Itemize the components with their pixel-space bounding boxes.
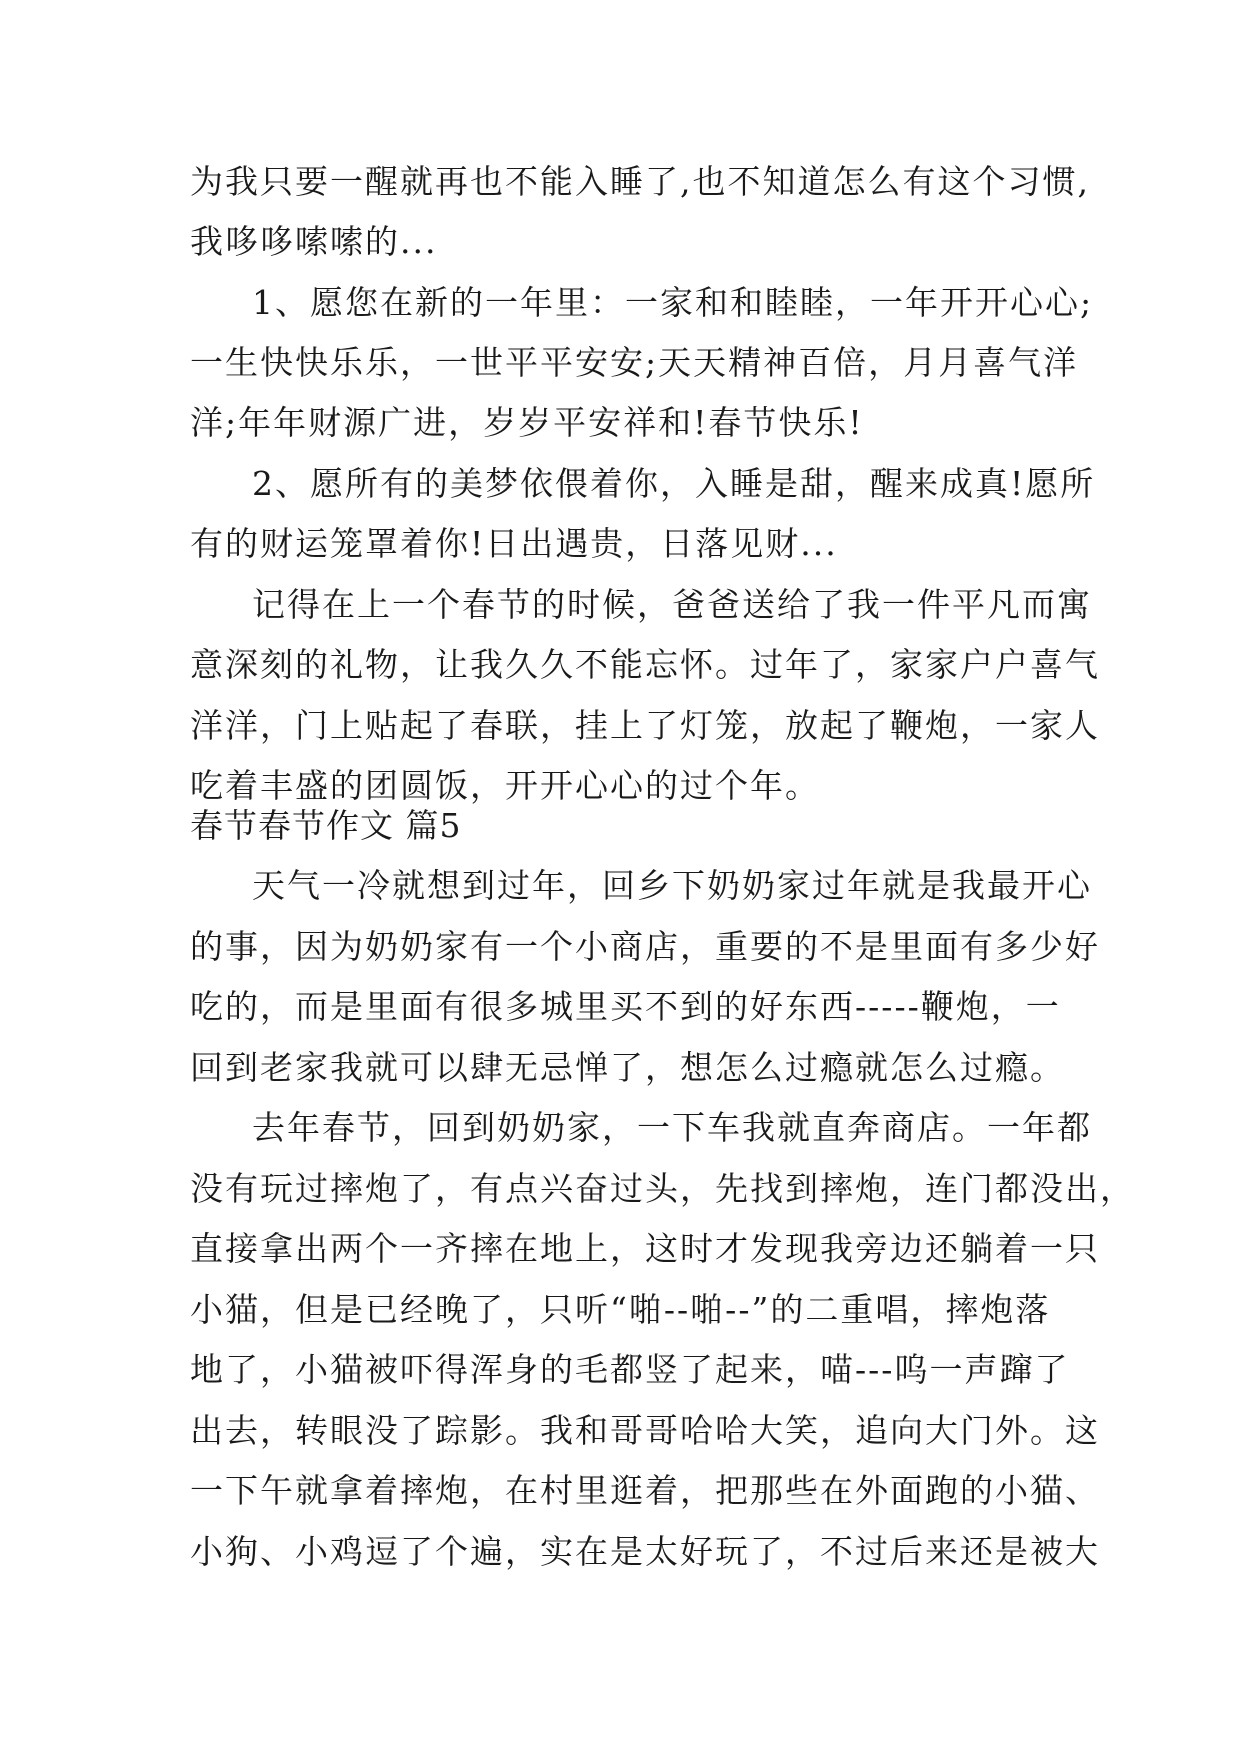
- text-line: 回到老家我就可以肆无忌惮了，想怎么过瘾就怎么过瘾。: [190, 1048, 1065, 1087]
- text-line: 没有玩过摔炮了，有点兴奋过头，先找到摔炮，连门都没出，: [190, 1169, 1135, 1208]
- text-line: 洋洋，门上贴起了春联，挂上了灯笼，放起了鞭炮，一家人: [190, 706, 1100, 745]
- section-heading: 春节春节作文 篇5: [190, 806, 462, 845]
- paragraph-start-line: 去年春节，回到奶奶家，一下车我就直奔商店。一年都: [252, 1108, 1092, 1147]
- text-line: 小狗、小鸡逗了个遍，实在是太好玩了，不过后来还是被大: [190, 1532, 1100, 1571]
- paragraph-start-line: 天气一冷就想到过年，回乡下奶奶家过年就是我最开心: [252, 866, 1092, 905]
- paragraph-start-line: 1、愿您在新的一年里：一家和和睦睦，一年开开心心;: [252, 283, 1094, 322]
- text-line: 小猫，但是已经晚了，只听“啪--啪--”的二重唱，摔炮落: [190, 1290, 1051, 1329]
- text-line: 地了，小猫被吓得浑身的毛都竖了起来，喵---呜一声蹿了: [190, 1350, 1070, 1389]
- text-line: 的事，因为奶奶家有一个小商店，重要的不是里面有多少好: [190, 927, 1100, 966]
- text-line: 直接拿出两个一齐摔在地上，这时才发现我旁边还躺着一只: [190, 1229, 1100, 1268]
- text-line: 吃的，而是里面有很多城里买不到的好东西-----鞭炮，一: [190, 987, 1061, 1026]
- text-line: 一生快快乐乐，一世平平安安;天天精神百倍，月月喜气洋: [190, 343, 1079, 382]
- text-line: 意深刻的礼物，让我久久不能忘怀。过年了，家家户户喜气: [190, 645, 1100, 684]
- paragraph-start-line: 记得在上一个春节的时候，爸爸送给了我一件平凡而寓: [252, 585, 1092, 624]
- text-line: 为我只要一醒就再也不能入睡了,也不知道怎么有这个习惯,: [190, 162, 1090, 201]
- text-line: 我哆哆嗦嗦的...: [190, 222, 438, 261]
- paragraph-start-line: 2、愿所有的美梦依偎着你，入睡是甜，醒来成真!愿所: [252, 464, 1096, 503]
- text-line: 有的财运笼罩着你!日出遇贵，日落见财...: [190, 524, 838, 563]
- text-line: 出去，转眼没了踪影。我和哥哥哈哈大笑，追向大门外。这: [190, 1411, 1100, 1450]
- text-line: 一下午就拿着摔炮，在村里逛着，把那些在外面跑的小猫、: [190, 1471, 1100, 1510]
- text-line: 洋;年年财源广进，岁岁平安祥和!春节快乐!: [190, 403, 864, 442]
- text-line: 吃着丰盛的团圆饭，开开心心的过个年。: [190, 766, 820, 805]
